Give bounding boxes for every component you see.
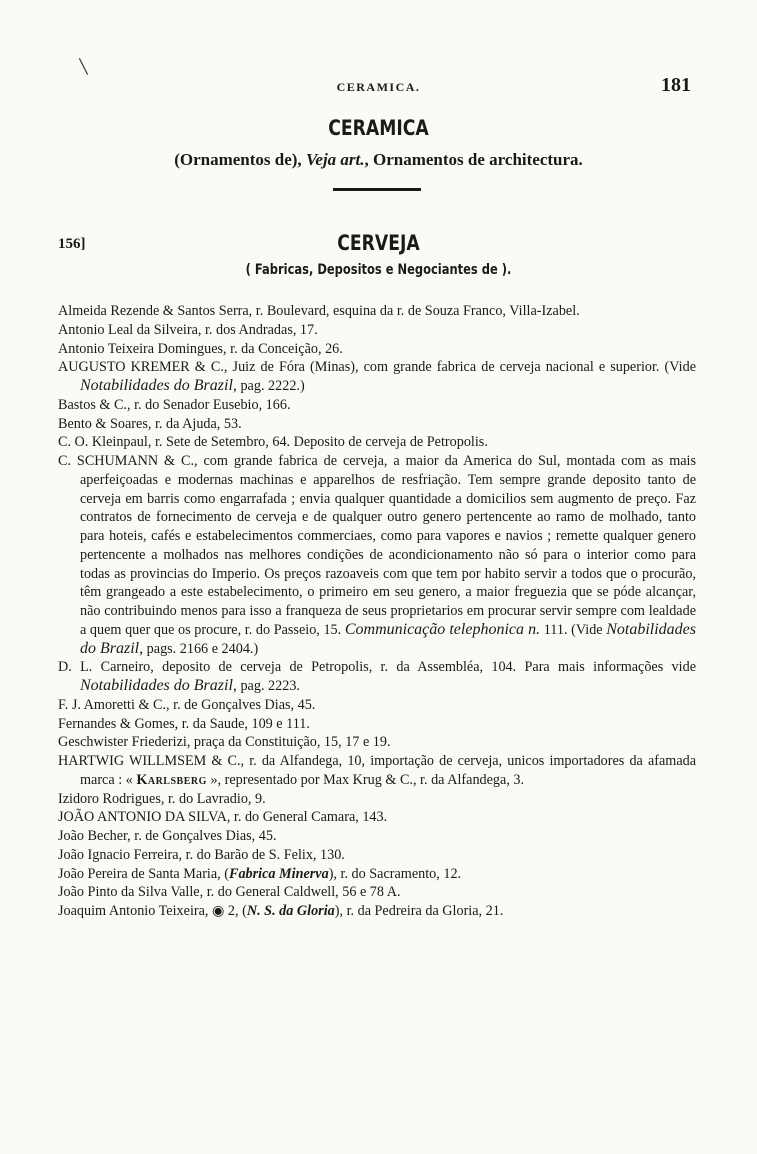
entry-name: JOÃO ANTONIO DA SILVA, [58,809,231,826]
section-subtitle-cerveja: ( Fabricas, Depositos e Negociantes de ). [245,262,512,278]
directory-entry [58,902,696,921]
section-title-cerveja: CERVEJA [337,231,420,255]
directory-entry [58,415,696,434]
section-number: 156] [58,236,86,252]
entry-name: Fernandes & Gomes, [58,715,179,732]
entry-text: ), r. da Pedreira da Gloria, 21. [334,903,504,919]
directory-entry [58,733,696,752]
entry-name: Geschwister Friederizi, [58,734,191,751]
directory-entry [58,452,696,658]
entry-italic: Notabilidades do Brazil, [80,620,696,657]
directory-entry [58,321,696,340]
entry-name: D. L. Carneiro, [58,659,154,676]
entry-italic: Notabilidades do Brazil, [80,377,237,394]
directory-entry [58,433,696,452]
directory-entry [58,865,696,884]
entry-brand: Karlsberg [136,771,207,788]
entry-name: Antonio Leal da Silveira, [58,321,202,338]
entry-name: João Pereira de Santa Maria, [58,865,221,882]
directory-entry [58,846,696,865]
directory-entry [58,752,696,790]
entry-name: Izidoro Rodrigues, [58,790,165,807]
directory-entry [58,827,696,846]
directory-entries [58,302,696,921]
entry-name: João Becher, [58,828,131,844]
entry-text: ( [220,865,229,882]
running-head: CERAMICA. [336,80,421,94]
entry-text: r. do General Camara, 143. [230,809,388,826]
subtitle-post: , Ornamentos de architectura. [364,150,583,169]
section-subtitle-ceramica [0,150,757,170]
entry-italic: Fabrica Minerva [228,865,329,882]
entry-text: r. do General Caldwell, 56 e 78 A. [203,884,401,901]
entry-name: Joaquim Antonio Teixeira, [58,903,209,919]
directory-entry [58,396,696,415]
entry-text: pag. 2222.) [236,378,305,394]
entry-italic: Communicação telephonica n. [344,620,541,638]
section-title-ceramica: CERAMICA [328,116,429,140]
entry-text: praça da Constituição, 15, 17 e 19. [190,734,391,751]
entry-italic: Notabilidades do Brazil, [80,677,237,694]
entry-name: Antonio Teixeira Domingues, [58,340,227,357]
entry-name: João Pinto da Silva Valle, [58,884,204,901]
entry-name: AUGUSTO KREMER & C., [58,359,228,376]
entry-text: », representado por Max Krug & C., r. da Alfandega, 3. [206,771,525,788]
entry-text: r. Sete de Setembro, 64. Deposito de cerveja de Petropolis. [151,434,488,451]
entry-italic: N. S. da Gloria [246,903,335,919]
directory-entry [58,715,696,734]
entry-name: Bento & Soares, [58,415,152,432]
entry-name: Almeida Rezende & Santos Serra, [58,303,253,319]
entry-text: r. de Gonçalves Dias, 45. [130,828,277,844]
directory-entry [58,883,696,902]
entry-text: r. do Barão de S. Felix, 130. [182,846,345,863]
entry-text: 111. (Vide [540,621,607,638]
entry-name: João Ignacio Ferreira, [58,846,183,863]
section-divider [333,188,421,191]
entry-text: r. dos Andradas, 17. [201,321,318,338]
entry-text: r. Boulevard, esquina da r. de Souza Franco, Villa-Izabel. [252,303,580,319]
entry-text: r. do Lavradio, 9. [164,790,266,807]
directory-entry [58,808,696,827]
corner-mark: \ [77,51,90,82]
entry-text: r. do Senador Eusebio, 166. [130,396,291,413]
entry-name: C. SCHUMANN & C., [58,453,198,469]
entry-name: HARTWIG WILLMSEM & C., [58,753,245,769]
directory-entry [58,696,696,715]
entry-text: r. da Conceição, 26. [226,340,343,357]
directory-entry [58,790,696,809]
entry-text: r. da Alfandega, 10, importação de cerveja, unicos importadores da afamada marca : « [80,753,697,788]
subtitle-pre: (Ornamentos de), [174,150,306,169]
directory-entry [58,340,696,359]
entry-text: r. da Saude, 109 e 111. [178,715,310,732]
entry-name: Bastos & C., [58,396,131,413]
entry-text: deposito de cerveja de Petropolis, r. da Assembléa, 104. Para mais informações vide [153,659,696,676]
directory-entry [58,302,696,321]
entry-text: com grande fabrica de cerveja, a maior da America do Sul, montada com as mais aperfeiçoadas e modernas machinas e apparelhos de resfriação. Tem sempre grande deposito tanto de cerveja em barris como engarrafada ; envia qualquer quantidade a domicilios sem augmento de preço. Faz contratos de fornecimento de cerveja e de qualquer outro genero pertencente ao ramo de molhado, tanto para hoteis, cafés e estabelecimentos commerciaes, como para vapores e navios ; remette qualquer genero pertencente a molhados nas melhores condições de acondicionamento não só para o interior como para todas as provincias do Imperio. Os preços razoaveis com que tem por habito servir a todos que o procurão, têm grangeado a este estabelecimento, o primeiro em seu genero, a maior freguezia que se póde alcançar, não contribuindo menos para isso a franqueza de seus proprietarios em procurar servir sempre com lealdade a quem quer que os procure, r. do Passeio, 15. [80,453,696,638]
entry-text: r. de Gonçalves Dias, 45. [169,696,316,713]
directory-entry [58,358,696,396]
entry-text: r. da Ajuda, 53. [151,415,242,432]
entry-text: ◉ 2, ( [208,903,247,919]
page-number: 181 [661,74,691,96]
entry-text: Juiz de Fóra (Minas), com grande fabrica de cerveja nacional e superior. (Vide [227,359,697,376]
entry-name: F. J. Amoretti & C., [58,696,170,713]
entry-text: pags. 2166 e 2404.) [143,640,259,657]
directory-entry [58,658,696,696]
subtitle-italic: Veja art. [305,150,365,169]
entry-name: C. O. Kleinpaul, [58,434,152,451]
entry-text: pag. 2223. [236,678,300,694]
entry-text: ), r. do Sacramento, 12. [328,865,462,882]
